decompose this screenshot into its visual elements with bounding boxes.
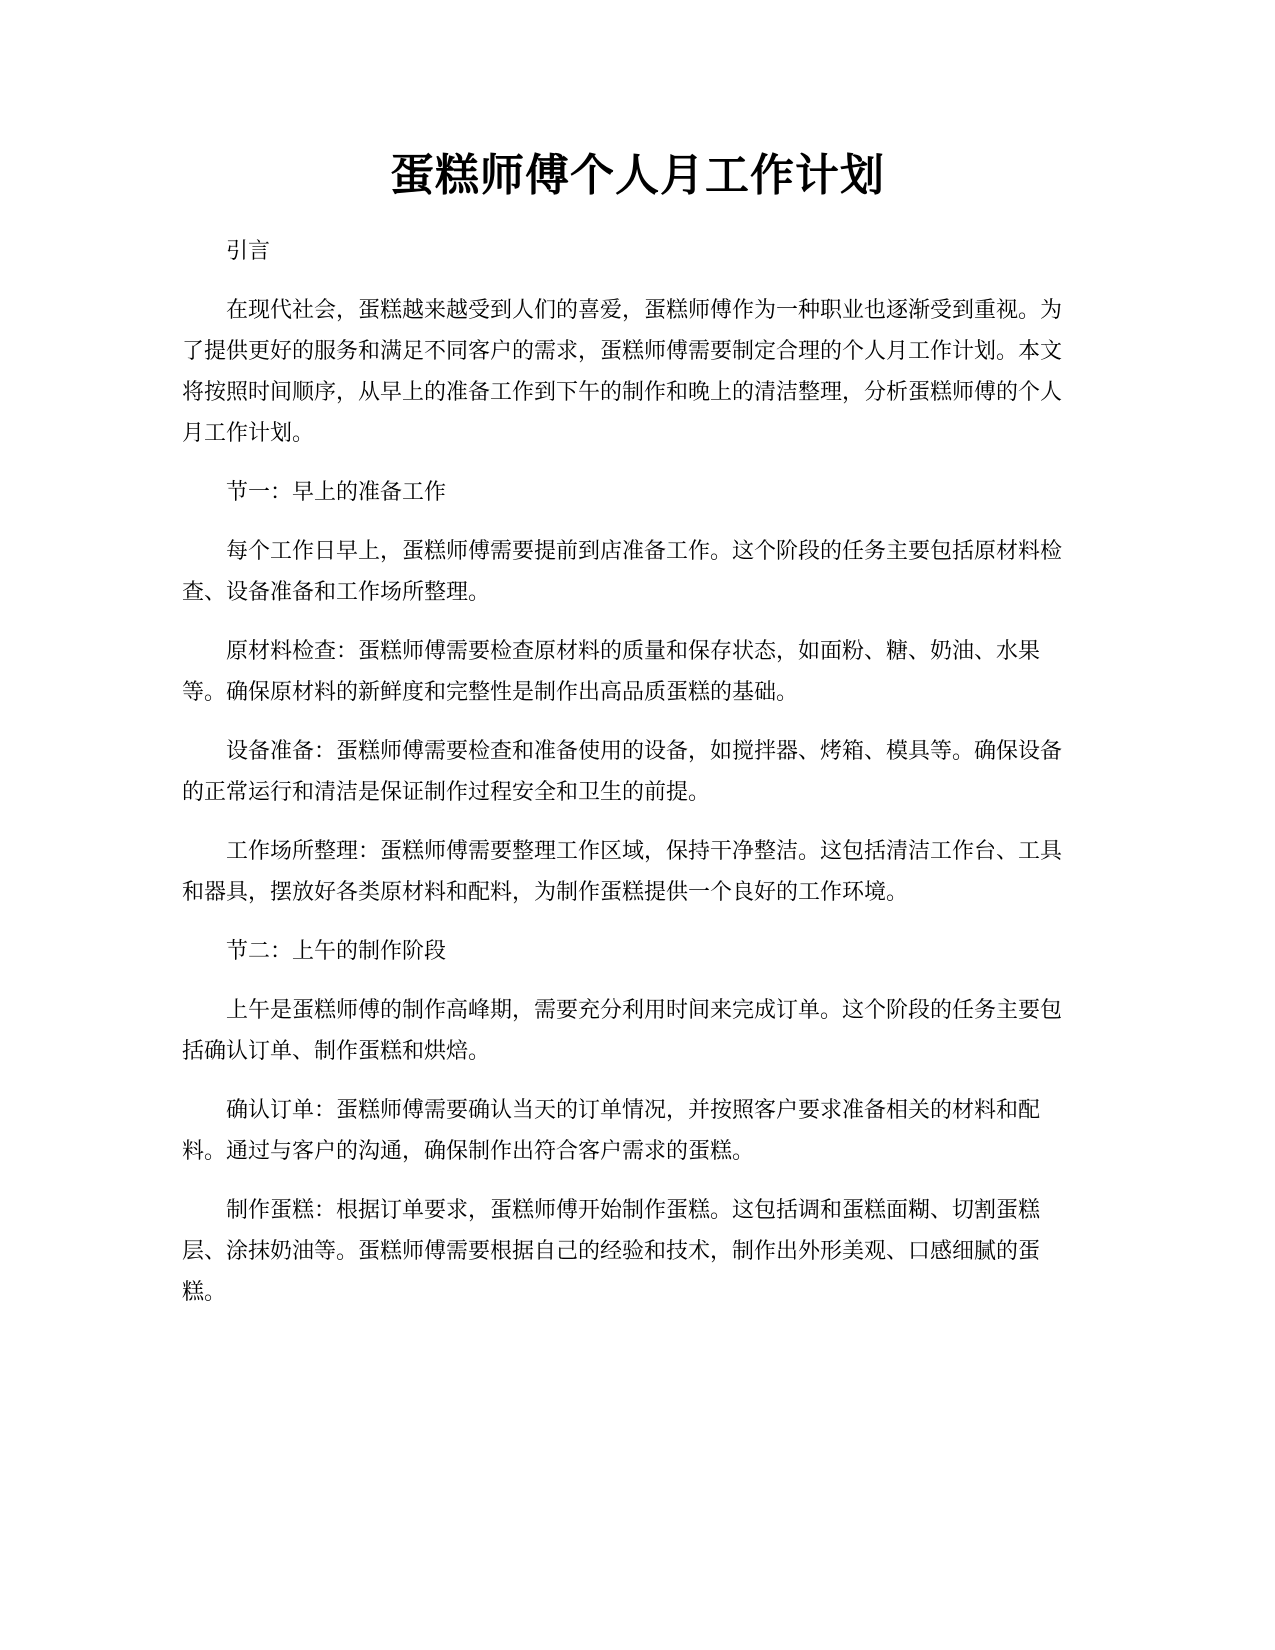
paragraph-confirm-orders: 确认订单：蛋糕师傅需要确认当天的订单情况，并按照客户要求准备相关的材料和配料。通过与客户的沟通，确保制作出符合客户需求的蛋糕。 [182, 1098, 1041, 1164]
paragraph-material-check: 原材料检查：蛋糕师傅需要检查原材料的质量和保存状态，如面粉、糖、奶油、水果等。确保原材料的新鲜度和完整性是制作出高品质蛋糕的基础。 [182, 639, 1041, 705]
heading-section-1: 节一：早上的准备工作 [226, 480, 447, 505]
heading-introduction: 引言 [226, 239, 271, 264]
paragraph-section-1-intro: 每个工作日早上，蛋糕师傅需要提前到店准备工作。这个阶段的任务主要包括原材料检查、设备准备和工作场所整理。 [182, 539, 1063, 605]
heading-section-2: 节二：上午的制作阶段 [226, 939, 447, 964]
paragraph-equipment-prep: 设备准备：蛋糕师傅需要检查和准备使用的设备，如搅拌器、烤箱、模具等。确保设备的正常运行和清洁是保证制作过程安全和卫生的前提。 [182, 739, 1063, 805]
document-title: 蛋糕师傅个人月工作计划 [390, 150, 885, 201]
paragraph-make-cakes: 制作蛋糕：根据订单要求，蛋糕师傅开始制作蛋糕。这包括调和蛋糕面糊、切割蛋糕层、涂抹奶油等。蛋糕师傅需要根据自己的经验和技术，制作出外形美观、口感细腻的蛋糕。 [182, 1198, 1041, 1305]
paragraph-section-2-intro: 上午是蛋糕师傅的制作高峰期，需要充分利用时间来完成订单。这个阶段的任务主要包括确认订单、制作蛋糕和烘焙。 [182, 998, 1063, 1064]
paragraph-workplace-tidy: 工作场所整理：蛋糕师傅需要整理工作区域，保持干净整洁。这包括清洁工作台、工具和器具，摆放好各类原材料和配料，为制作蛋糕提供一个良好的工作环境。 [182, 839, 1063, 905]
paragraph-introduction: 在现代社会，蛋糕越来越受到人们的喜爱，蛋糕师傅作为一种职业也逐渐受到重视。为了提供更好的服务和满足不同客户的需求，蛋糕师傅需要制定合理的个人月工作计划。本文将按照时间顺序，从早上的准备工作到下午的制作和晚上的清洁整理，分析蛋糕师傅的个人月工作计划。 [182, 298, 1063, 446]
document-body [182, 231, 1082, 1313]
